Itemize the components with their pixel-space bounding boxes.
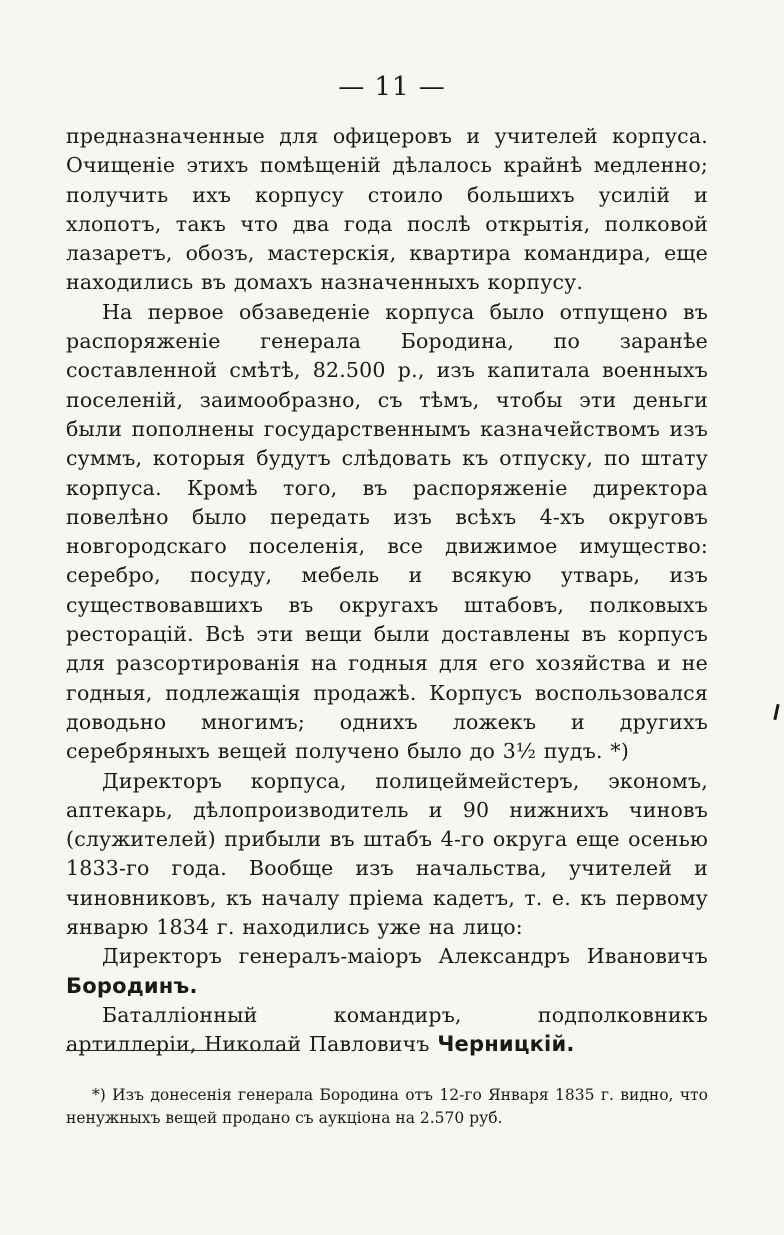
roster-entry-commander-name: Черницкій. bbox=[437, 1032, 575, 1057]
roster-entry-director bbox=[66, 942, 708, 1001]
roster-entry-director-name: Бородинъ. bbox=[66, 973, 198, 998]
paragraph-2: На первое обзаведеніе корпуса было отпущено въ распоряженіе генерала Бородина, по заранѣе составленной смѣтѣ, 82.500 р., изъ капитала военныхъ поселеній, заимообразно, съ тѣмъ, чтобы эти деньги были пополнены государственнымъ казначействомъ изъ суммъ, которыя будутъ слѣдовать къ отпуску, по штату корпуса. Кромѣ того, въ распоряженіе директора повелѣно было передать изъ всѣхъ 4-хъ округовъ новгородскаго поселенія, все движимое имущество: серебро, посуду, мебель и всякую утварь, изъ существовавшихъ въ округахъ штабовъ, полковыхъ ресторацій. Всѣ эти вещи были доставлены въ корпусъ для разсортированія на годныя для его хозяйства и не годныя, подлежащія продажѣ. Корпусъ воспользовался доводьно многимъ; однихъ ложекъ и другихъ серебряныхъ вещей получено было до 3½ пудъ. *) bbox=[66, 299, 708, 764]
footnote-divider bbox=[66, 1050, 296, 1051]
paragraph-1: предназначенные для офицеровъ и учителей корпуса. Очищеніе этихъ помѣщеній дѣлалось крайнѣ медленно; получить ихъ корпусу стоило большихъ усилій и хлопотъ, такъ что два года послѣ открытія, полковой лазаретъ, обозъ, мастерскія, квартира командира, еще находились въ домахъ назначенныхъ корпусу. bbox=[66, 124, 708, 295]
footnote bbox=[66, 1084, 708, 1130]
print-speck bbox=[773, 704, 779, 720]
footnote-text: *) Изъ донесенія генерала Бородина отъ 12-го Января 1835 г. видно, что ненужныхъ вещей продано съ аукціона на 2.570 руб. bbox=[66, 1086, 708, 1127]
roster-entry-director-text: Директоръ генералъ-маіоръ Александръ Ивановичъ bbox=[102, 944, 708, 969]
paragraph-3: Директоръ корпуса, полицеймейстеръ, экономъ, аптекарь, дѣлопроизводитель и 90 нижнихъ чиновъ (служителей) прибыли въ штабъ 4-го округа еще осенью 1833-го года. Вообще изъ начальства, учителей и чиновниковъ, къ началу пріема кадетъ, т. е. къ первому январю 1834 г. находились уже на лицо: bbox=[66, 768, 708, 940]
roster-entry-commander-text: Баталліонный командиръ, подполковникъ артиллеріи, Николай Павловичъ bbox=[66, 1002, 708, 1057]
page-number: — 11 — bbox=[338, 72, 446, 102]
main-text bbox=[66, 122, 708, 1060]
